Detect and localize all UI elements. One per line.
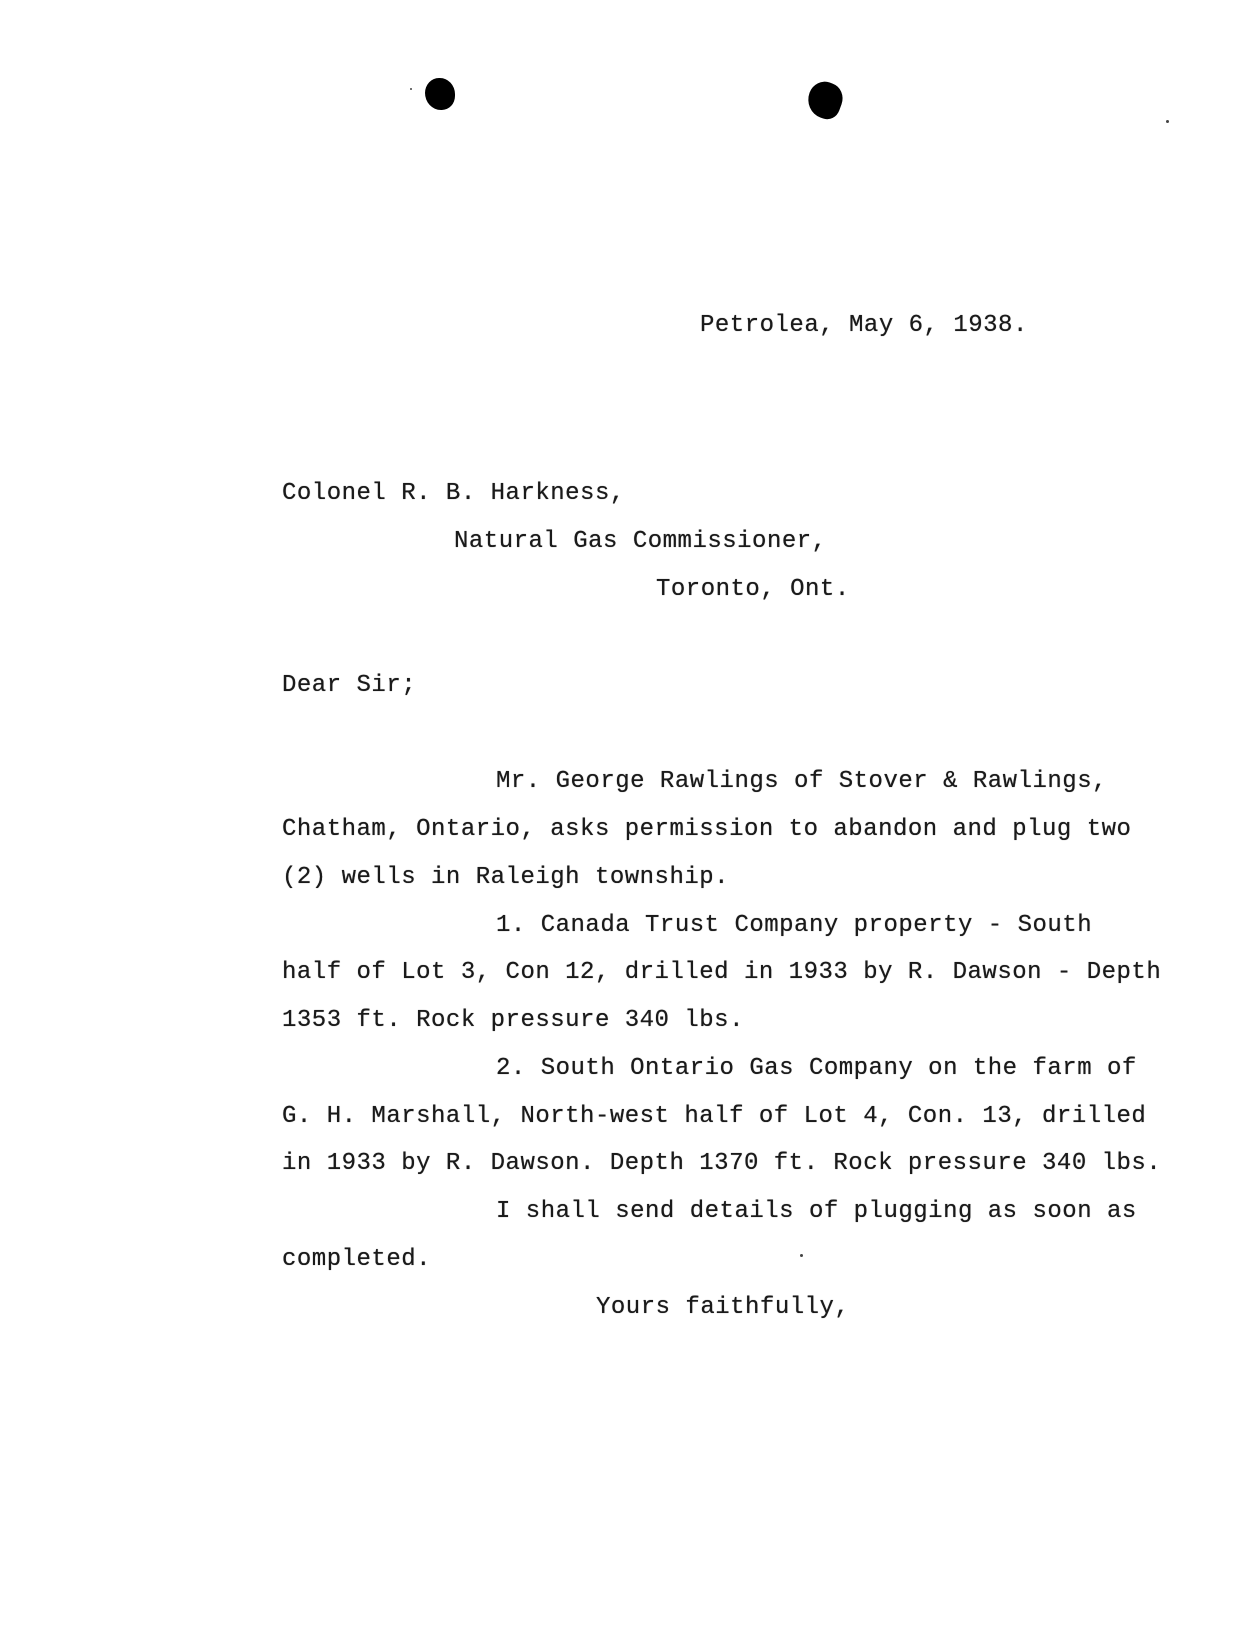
punch-hole-left [425,78,455,110]
scan-speck [410,88,412,90]
body-line: completed. [282,1246,432,1273]
body-line: half of Lot 3, Con 12, drilled in 1933 by R. Dawson - Depth [282,959,1162,986]
body-line: Chatham, Ontario, asks permission to abandon and plug two [282,816,1132,843]
body-line: (2) wells in Raleigh township. [282,864,730,891]
salutation: Dear Sir; [282,672,417,699]
body-line: 1353 ft. Rock pressure 340 lbs. [282,1007,744,1034]
body-line: 1. Canada Trust Company property - South [496,912,1093,939]
scan-speck [1166,120,1169,123]
recipient-city: Toronto, Ont. [656,576,850,603]
closing: Yours faithfully, [596,1294,850,1321]
scan-speck [800,1254,803,1257]
dateline: Petrolea, May 6, 1938. [700,312,1028,339]
body-line: I shall send details of plugging as soon as [496,1198,1137,1225]
body-line: Mr. George Rawlings of Stover & Rawlings, [496,768,1107,795]
body-line: 2. South Ontario Gas Company on the farm of [496,1055,1137,1082]
body-line: in 1933 by R. Dawson. Depth 1370 ft. Rock pressure 340 lbs. [282,1150,1162,1177]
recipient-name: Colonel R. B. Harkness, [282,480,625,507]
recipient-title: Natural Gas Commissioner, [454,528,827,555]
punch-hole-right [803,77,847,122]
body-line: G. H. Marshall, North-west half of Lot 4, Con. 13, drilled [282,1103,1147,1130]
